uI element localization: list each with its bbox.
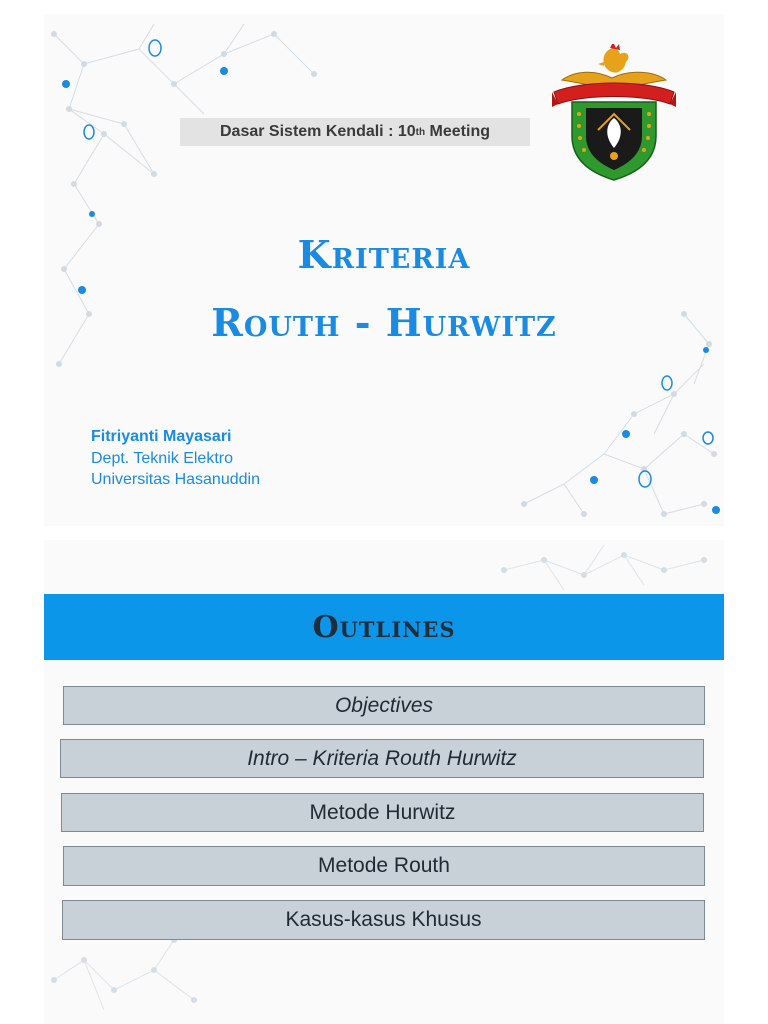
meeting-label xyxy=(180,118,530,146)
title-slide xyxy=(44,14,724,526)
author-department: Dept. Teknik Elektro xyxy=(91,450,233,467)
title-line-1: Kriteria xyxy=(297,232,471,277)
meeting-label-suffix: Meeting xyxy=(425,123,490,140)
outline-item-label: Kasus-kasus Khusus xyxy=(285,908,482,931)
outline-item-objectives xyxy=(63,686,705,725)
outlines-header-text: Outlines xyxy=(312,609,456,645)
outline-item-metode-hurwitz xyxy=(61,793,704,832)
university-logo xyxy=(552,44,676,182)
outline-item-intro xyxy=(60,739,704,778)
outline-item-label: Intro – Kriteria Routh Hurwitz xyxy=(247,746,517,770)
outline-item-label: Metode Routh xyxy=(318,854,450,877)
outline-item-metode-routh xyxy=(63,846,705,886)
author-name: Fitriyanti Mayasari xyxy=(91,428,232,445)
outline-item-label: Metode Hurwitz xyxy=(309,800,456,824)
outlines-header xyxy=(44,594,724,660)
title-line-2: Routh - Hurwitz xyxy=(211,300,557,345)
meeting-label-superscript: th xyxy=(415,126,426,138)
outline-item-label: Objectives xyxy=(334,693,434,717)
outline-slide xyxy=(44,540,724,1024)
author-university: Universitas Hasanuddin xyxy=(91,471,260,488)
outline-item-kasus-khusus xyxy=(62,900,705,940)
meeting-label-text: Dasar Sistem Kendali : 10 xyxy=(220,123,416,140)
